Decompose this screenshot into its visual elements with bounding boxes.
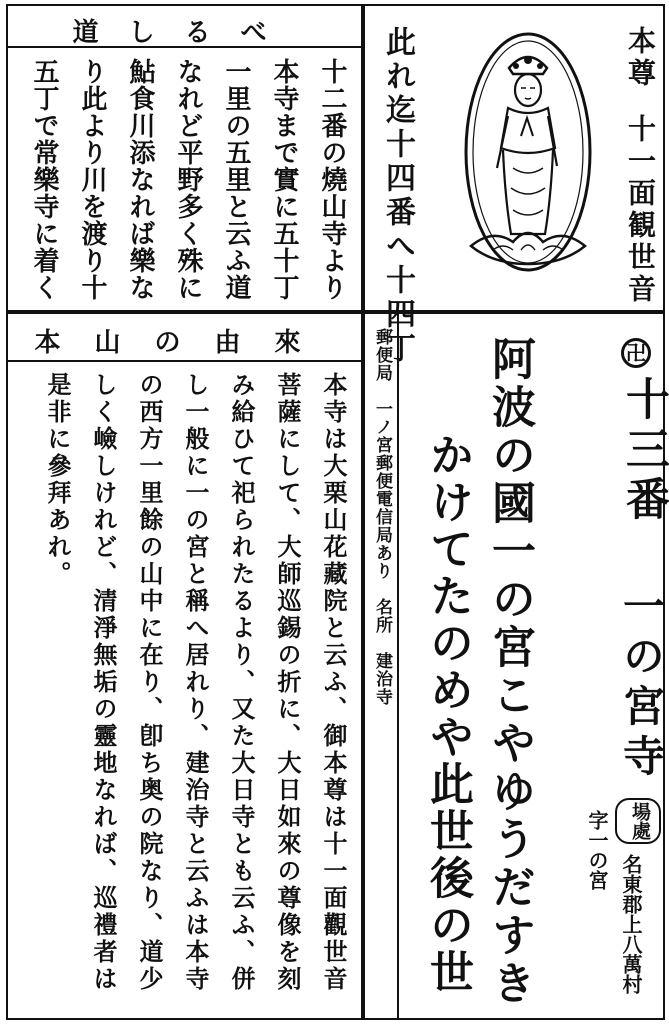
divider xyxy=(397,314,399,1018)
michishirube-line: 十二番の燒山寺より xyxy=(317,58,347,301)
michishirube-line: り此より川を渡り十 xyxy=(77,58,107,301)
michishirube-line: なれど平野多く殊に xyxy=(173,58,203,301)
michishirube-line: 本寺まで實に五十丁 xyxy=(269,58,299,301)
engi-line: し一般に一の宮と稱へ居れり、建治寺と云ふは本寺 xyxy=(181,372,210,993)
engi-line: の西方一里餘の山中に在り、卽ち奥の院なり、道少 xyxy=(135,372,164,993)
engi-line: 是非に參拜あれ。 xyxy=(43,372,72,588)
temple-box xyxy=(363,312,669,1020)
michishirube-title: 道しるべ xyxy=(72,18,297,48)
honzon-name: 十一面観世音 xyxy=(624,114,657,306)
address-line-1: 名東郡上八萬村 xyxy=(619,854,643,994)
michishirube-line: 鮎食川添なれば樂な xyxy=(125,58,155,301)
temple-name: 一の宮寺 xyxy=(617,584,666,784)
honzon-box xyxy=(363,4,665,366)
divider xyxy=(8,360,361,362)
kannon-statue-illustration xyxy=(453,28,603,290)
temple-mark-icon: 卍 xyxy=(621,338,651,368)
honzon-label: 本尊 xyxy=(624,26,657,90)
engi-line: 本寺は大栗山花藏院と云ふ、御本尊は十一面觀世音 xyxy=(319,372,348,993)
michishirube-line: 一里の五里と云ふ道 xyxy=(221,58,251,301)
distance-note: 此れ迄十四番へ十四丁 xyxy=(380,26,415,366)
temple-number: 十三番 xyxy=(618,376,669,526)
place-badge xyxy=(615,798,661,844)
divider xyxy=(8,46,361,48)
engi-box xyxy=(6,312,363,1020)
michishirube-box xyxy=(6,4,363,312)
goeika-line-2: かけてたのめや此世後の世 xyxy=(422,432,473,996)
engi-line: み給ひて祀られたるより、又た大日寺とも云ふ、併 xyxy=(227,372,256,993)
engi-title: 本山の由來 xyxy=(34,328,335,358)
michishirube-line: 五丁で常樂寺に着く xyxy=(29,58,59,301)
engi-line: 菩薩にして、大師巡錫の折に、大日如來の尊像を刻 xyxy=(273,372,302,993)
place-badge-label: 場處 xyxy=(629,802,651,840)
yubin-info: 郵便局 一ノ宮郵便電信局あり 名所 建治寺 xyxy=(372,328,392,706)
engi-line: しく嶮しけれど、清淨無垢の靈地なれば、巡禮者は xyxy=(89,372,118,993)
address-line-2: 字一の宮 xyxy=(585,810,609,890)
goeika-line-1: 阿波の國一の宮こやゆうだすき xyxy=(484,336,535,1008)
